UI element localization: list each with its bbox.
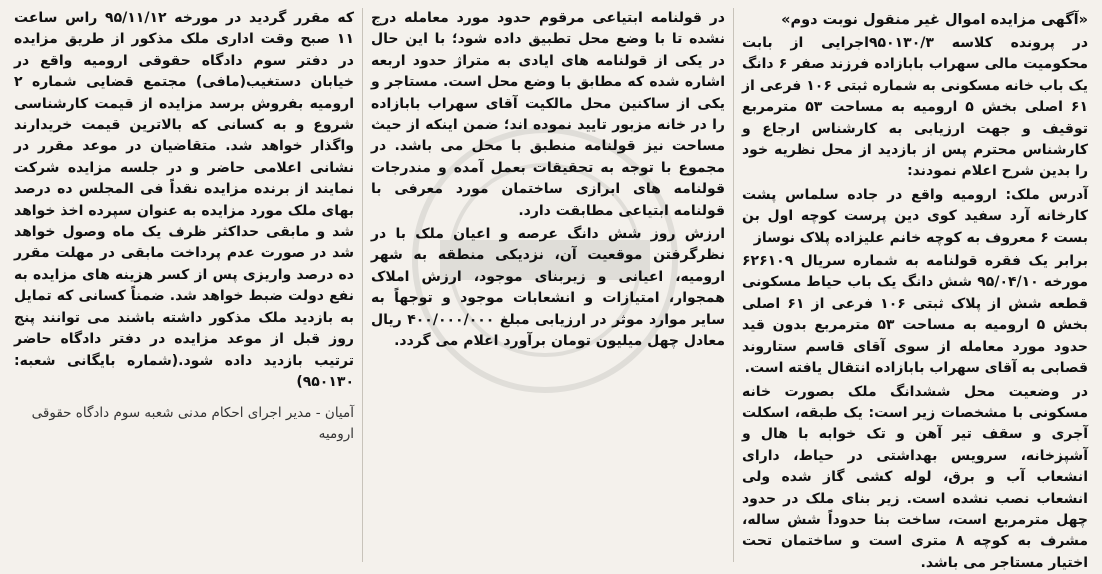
paragraph-case-intro: در پرونده کلاسه ۹۵۰۱۳۰/۳اجرایی از بابت محکومیت مالی سهراب بابازاده فرزند صفر ۶ دانگ یک باب خانه مسکونی به شماره ثبتی ۱۰۶ فرعی از ۶۱ اصلی بخش ۵ ارومیه به مساحت ۵۳ مترمربع توقیف و جهت ارزیابی به کارشناس ارجاع و کارشناس محترم پس از بازدید از محل نظریه خود را بدین شرح اعلام نمودند:: [742, 33, 1088, 183]
signature: آمیان - مدیر اجرای احکام مدنی شعبه سوم دادگاه حقوقی ارومیه: [14, 403, 354, 445]
column-right: [734, 8, 1096, 562]
paragraph-auction-terms: که مقرر گردید در مورخه ۹۵/۱۱/۱۲ راس ساعت ۱۱ صبح وقت اداری ملک مذکور از طریق مزایده در دفتر سوم دادگاه حقوقی ارومیه واقع در خیابان دستغیب(مافی) مجتمع قضایی شماره ۲ ارومیه بفروش برسد مزایده از قیمت کارشناسی شروع و به کسانی که بالاترین قیمت خریدارند واگذار خواهد شد. متقاضیان در موعد مقرر در نشانی اعلامی حاضر و در جلسه مزایده شرکت نمایند از برنده مزایده نقداً فی المجلس ده درصد بهای ملک مورد مزایده به عنوان سپرده اخذ خواهد شد و مابقی حداکثر ظرف یک ماه وصول خواهد شد در صورت عدم پرداخت مابقی در مهلت مقرر ده درصد واریزی پس از کسر هزینه های مزایده به نفع دولت ضبط خواهد شد. ضمناً کسانی که تمایل به بازدید ملک مذکور داشته باشند می توانند پنج روز قبل از موعد مزایده در دفتر دادگاه حاضر ترتیب بازدید داده شود.(شماره بایگانی شعبه: ۹۵۰۱۳۰): [14, 8, 354, 393]
paragraph-verification: در قولنامه ابتیاعی مرقوم حدود مورد معامله درج نشده تا با وضع محل تطبیق داده شود؛ با این حال در یکی از قولنامه های ایادی به متراژ حدود اربعه اشاره شده که مطابق با وضع محل است. مستاجر و یکی از ساکنین محل مالکیت آقای سهراب بابازاده را در خانه مزبور تایید نموده اند؛ ضمن اینکه از حیث مساحت نیز قولنامه منطبق با محل می باشد. در مجموع با توجه به تحقیقات بعمل آمده و مندرجات قولنامه های ابرازی ساختمان مورد معرفی با قولنامه ابتیاعی مطابقت دارد.: [371, 8, 725, 222]
paragraph-contract: برابر یک فقره قولنامه به شماره سریال ۶۲۶۱۰۹ مورخه ۹۵/۰۴/۱۰ شش دانگ یک باب حیاط مسکونی قطعه شش از پلاک ثبتی ۱۰۶ فرعی از ۶۱ اصلی بخش ۵ ارومیه به مساحت ۵۳ مترمربع بدون قید حدود مورد معامله از سوی آقای قاسم ستاروند قصابی به آقای سهراب بابازاده انتقال یافته است.: [742, 251, 1088, 379]
column-middle: [362, 8, 734, 562]
paragraph-valuation: ارزش روز شش دانگ عرصه و اعیان ملک با در نظرگرفتن موقعیت آن، نزدیکی منطقه به شهر ارومیه، اعیانی و زیربنای موجود، ارزش املاک همجوار، امتیازات و انشعابات موجود و توجهاً به سایر موارد موثر در ارزیابی مبلغ ۴۰۰/۰۰۰/۰۰۰ ریال معادل چهل میلیون تومان برآورد اعلام می گردد.: [371, 224, 725, 352]
column-left: [6, 8, 362, 562]
notice-title: «آگهی مزایده اموال غیر منقول نوبت دوم»: [742, 8, 1088, 33]
paragraph-condition: در وضعیت محل ششدانگ ملک بصورت خانه مسکونی با مشخصات زیر است: یک طبقه، اسکلت آجری و سقف تیر آهن و تک خوابه با هال و آشپزخانه، سرویس بهداشتی در حیاط، دارای انشعاب آب و برق، لوله کشی گاز شده ولی انشعاب نصب نشده است. زیر بنای ملک در حدود چهل مترمربع است، ساخت بنا حدوداً شش ساله، مشرف به کوچه ۸ متری است و ساختمان تحت اختیار مستاجر می باشد.: [742, 382, 1088, 574]
paragraph-address: آدرس ملک: ارومیه واقع در جاده سلماس پشت کارخانه آرد سفید کوی دین پرست کوچه اول بن بست ۶ معروف به کوچه خانم علیزاده پلاک نوساز: [742, 185, 1088, 249]
